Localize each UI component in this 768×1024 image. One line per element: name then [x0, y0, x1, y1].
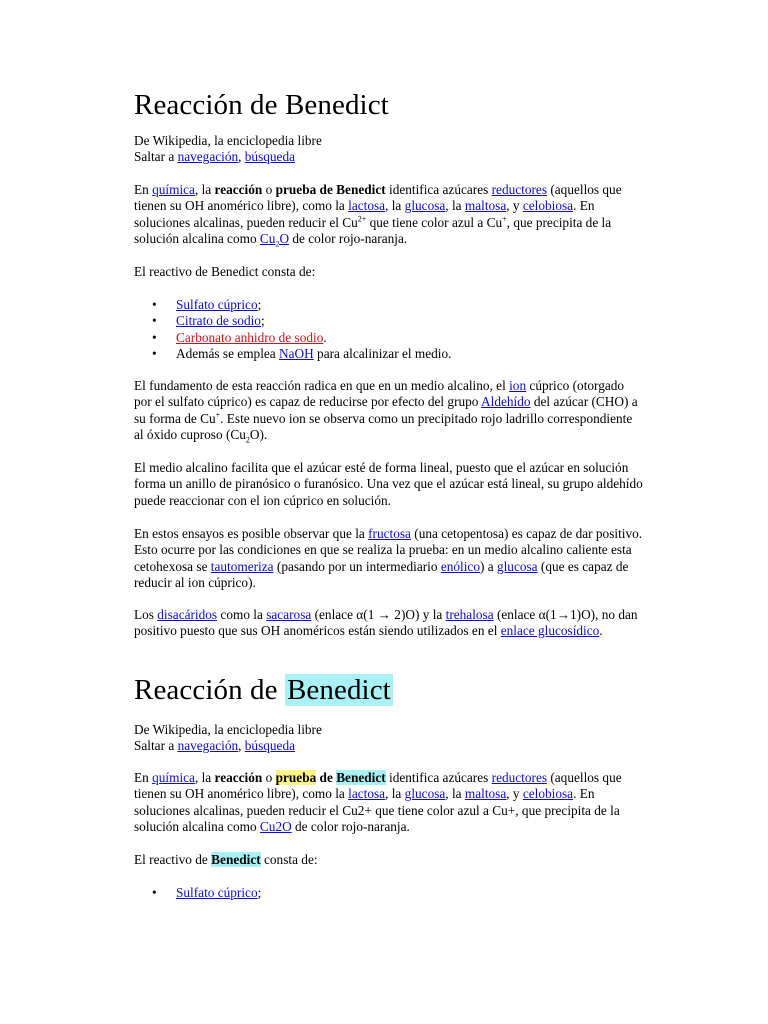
sulfato-cuprico-link[interactable]: Sulfato cúprico [176, 297, 258, 312]
reagent-intro: El reactivo de Benedict consta de: [134, 264, 316, 279]
text: (aquellos que tienen su OH anomérico libre), como la [134, 770, 622, 802]
text: que tiene color azul a Cu [366, 214, 503, 230]
glucosa-link[interactable]: glucosa [404, 198, 446, 214]
jump-separator: , [238, 149, 245, 165]
sulfato-cuprico-link[interactable]: Sulfato cúprico [176, 885, 258, 900]
intro-paragraph-2 [134, 770, 644, 836]
search-link[interactable]: búsqueda [244, 149, 296, 165]
article-title [134, 88, 644, 122]
jump-line [134, 149, 644, 165]
carbonato-anhidro-link[interactable]: Carbonato anhidro de sodio [176, 329, 324, 345]
text: identifica azúcares [385, 182, 492, 197]
text: , la [445, 198, 465, 214]
text: o [262, 770, 276, 785]
text: , la [194, 770, 215, 785]
bullet: • [152, 313, 157, 329]
article-title-text: Reacción de Benedict [134, 89, 389, 121]
link-text: Cu [259, 231, 276, 247]
maltosa-link[interactable]: maltosa [464, 198, 507, 214]
reductores-link[interactable]: reductores [491, 182, 548, 197]
tautomeriza-link[interactable]: tautomeriza [210, 558, 274, 574]
text: (aquellos que tienen su OH anomérico libre), como la [134, 182, 622, 214]
fructosa-link[interactable]: fructosa [368, 526, 411, 541]
search-highlight: Benedict [211, 852, 261, 867]
subscript: 2 [245, 435, 250, 445]
text: . [599, 623, 603, 639]
text: . Este nuevo ion se observa como un precipitado rojo ladrillo correspondiente al óxido cuproso (Cu [134, 410, 633, 443]
link-text: O [279, 231, 290, 247]
text: ; [257, 885, 262, 900]
text: ; [257, 297, 262, 312]
superscript: 2+ [357, 214, 367, 224]
superscript: + [215, 410, 221, 420]
text: . En soluciones alcalinas, pueden reducir el Cu2+ que tiene color azul a Cu+, que precipita de la solución alcalina como [134, 786, 620, 835]
text: de color rojo-naranja. [289, 231, 408, 247]
text: del azúcar (CHO) a su forma de Cu [134, 394, 638, 426]
list-item [134, 346, 644, 362]
bullet: • [152, 346, 157, 362]
text: Además se emplea [176, 346, 280, 362]
subscript: 2 [275, 239, 280, 249]
text: , la [385, 786, 405, 802]
title-text: Reacción de [134, 674, 285, 706]
text: , la [194, 182, 215, 197]
list-item [134, 297, 644, 313]
text: (una cetopentosa) es capaz de dar positivo. Esto ocurre por las condiciones en que se realiza la prueba: en un medio alcalino caliente esta cetohexosa se [134, 526, 643, 574]
reagent-list [134, 297, 644, 363]
text: . [323, 329, 327, 345]
search-highlight: Benedict [336, 770, 386, 785]
list-item [134, 885, 644, 901]
ensayos-paragraph [134, 526, 644, 592]
disacaridos-paragraph [134, 607, 644, 640]
bullet: • [152, 885, 157, 900]
source-line: De Wikipedia, la enciclopedia libre [134, 722, 322, 737]
trehalosa-link[interactable]: trehalosa [445, 607, 494, 622]
text: o [262, 182, 276, 197]
naoh-link[interactable]: NaOH [279, 346, 314, 362]
jump-line [134, 738, 644, 754]
navigation-link[interactable]: navegación [177, 738, 239, 754]
text: O). [249, 427, 268, 443]
search-highlight: Benedict [286, 674, 391, 706]
enlace-glucosidico-link[interactable]: enlace glucosídico [500, 623, 600, 639]
lactosa-link[interactable]: lactosa [348, 786, 386, 802]
quimica-link[interactable]: química [152, 182, 195, 197]
maltosa-link[interactable]: maltosa [464, 786, 507, 802]
aldehido-link[interactable]: Aldehído [481, 394, 531, 410]
superscript: + [502, 214, 507, 224]
bold-term: reacción [214, 770, 263, 785]
celobiosa-link[interactable]: celobiosa [522, 198, 574, 214]
article-title-highlighted [134, 673, 644, 707]
text: El fundamento de esta reacción radica en que en un medio alcalino, el [134, 378, 510, 393]
bullet: • [152, 297, 157, 312]
jump-prefix: Saltar a [134, 149, 178, 165]
citrato-sodio-link[interactable]: Citrato de sodio [176, 313, 261, 329]
reagent-list-2 [134, 885, 644, 901]
cu2o-link[interactable]: Cu2O [259, 819, 292, 835]
cu2o-link[interactable] [259, 231, 290, 249]
bold-term: de [316, 770, 337, 785]
glucosa-link[interactable]: glucosa [496, 558, 538, 574]
text: (que es capaz de reducir al ion cúprico). [134, 558, 629, 591]
text: consta de: [260, 852, 318, 867]
text: (enlace α(1 → 2)O) y la [311, 607, 446, 622]
text: ) a [479, 558, 497, 574]
reductores-link[interactable]: reductores [491, 770, 548, 785]
text: para alcalinizar el medio. [313, 346, 452, 362]
glucosa-link[interactable]: glucosa [404, 786, 446, 802]
text: , la [445, 786, 465, 802]
jump-prefix: Saltar a [134, 738, 178, 754]
list-item [134, 313, 644, 329]
text: , y [506, 198, 523, 214]
text: En [134, 182, 153, 197]
enolico-link[interactable]: enólico [440, 558, 480, 574]
text: identifica azúcares [385, 770, 492, 785]
navigation-link[interactable]: navegación [177, 149, 239, 165]
fundamento-paragraph [134, 378, 644, 444]
ion-link[interactable]: ion [509, 378, 527, 393]
search-highlight-yellow: prueba [275, 770, 317, 785]
text: (enlace α(1→1)O), no dan positivo puesto que sus OH anoméricos están siendo utilizados en el [134, 607, 638, 639]
text: de color rojo-naranja. [291, 819, 410, 835]
bullet: • [152, 329, 157, 345]
text: En [134, 770, 153, 785]
text: En estos ensayos es posible observar que la [134, 526, 369, 541]
text: como la [217, 607, 267, 622]
text: ; [260, 313, 265, 329]
intro-paragraph [134, 182, 644, 248]
quimica-link[interactable]: química [152, 770, 195, 785]
article-source-block [134, 133, 644, 166]
text: , la [385, 198, 405, 214]
celobiosa-link[interactable]: celobiosa [522, 786, 574, 802]
sacarosa-link[interactable]: sacarosa [266, 607, 312, 622]
source-line: De Wikipedia, la enciclopedia libre [134, 133, 322, 148]
jump-separator: , [238, 738, 245, 754]
reagent-intro-2 [134, 852, 644, 868]
bold-term: prueba de Benedict [275, 182, 386, 197]
disacaridos-link[interactable]: disacáridos [157, 607, 218, 622]
bold-term: reacción [214, 182, 263, 197]
list-item [134, 330, 644, 346]
text: cúprico (otorgado por el sulfato cúprico) es capaz de reducirse por efecto del grupo [134, 378, 625, 410]
text: (pasando por un intermediario [273, 558, 441, 574]
lactosa-link[interactable]: lactosa [348, 198, 386, 214]
text: , y [506, 786, 523, 802]
text: Los [134, 607, 158, 622]
search-link[interactable]: búsqueda [244, 738, 296, 754]
text: , que precipita de la solución alcalina como [134, 214, 612, 247]
text: El reactivo de [134, 852, 212, 867]
medio-paragraph: El medio alcalino facilita que el azúcar esté de forma lineal, puesto que el azúcar en solución forma un anillo de piranósico o furanósico. Una vez que el azúcar está lineal, su grupo aldehído puede reaccionar con el ion cúprico en solución. [134, 460, 643, 508]
text: . En soluciones alcalinas, pueden reducir el Cu [134, 198, 595, 230]
article-source-block-2 [134, 722, 644, 755]
